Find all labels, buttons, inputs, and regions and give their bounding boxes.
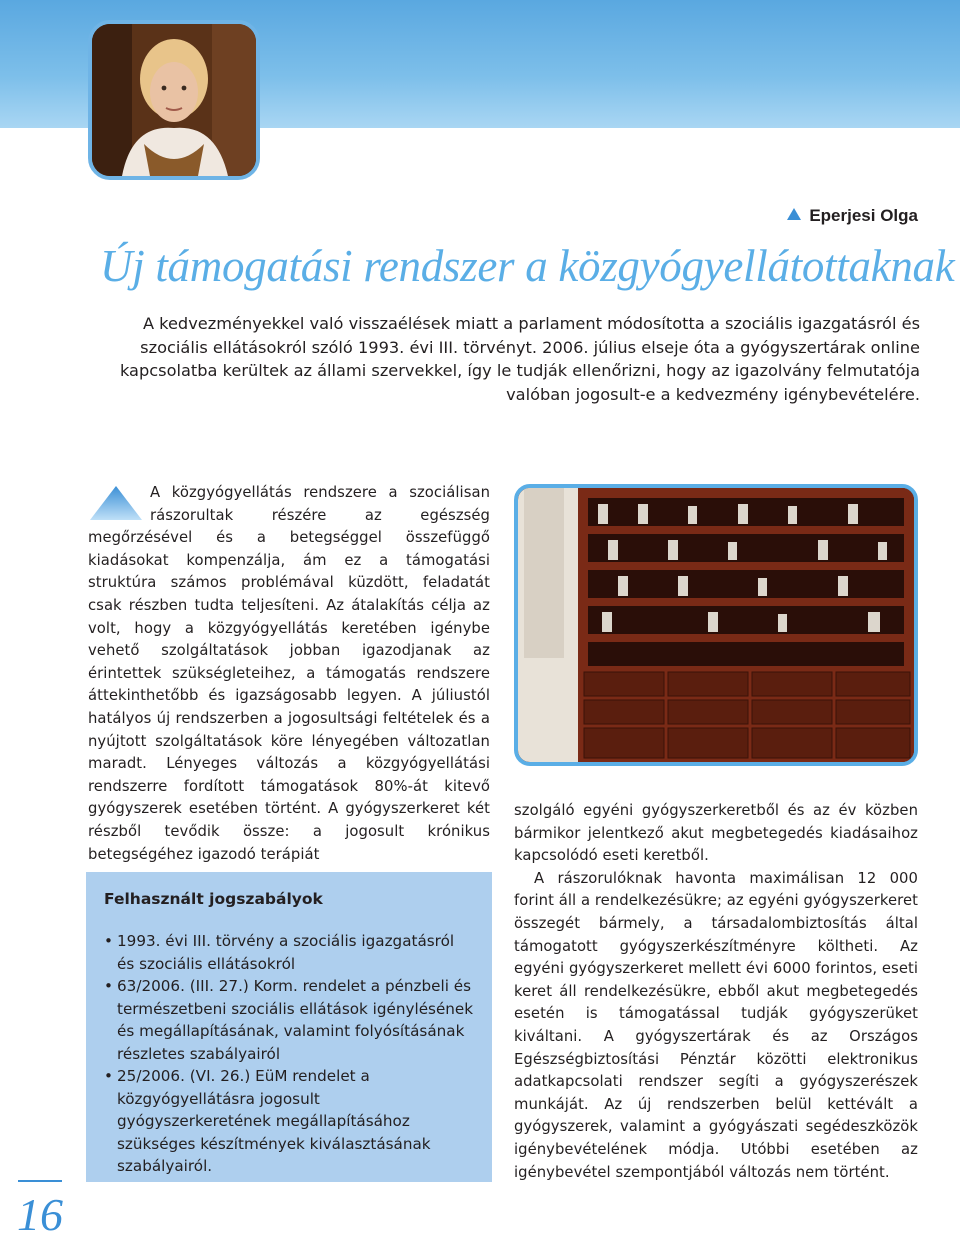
portrait-image: [92, 24, 256, 176]
body-column-left: [88, 482, 490, 866]
page-number-rule: [18, 1180, 62, 1182]
author-name: Eperjesi Olga: [809, 206, 918, 225]
pharmacy-shelves-image: [518, 488, 914, 762]
triangle-bullet-icon: [787, 208, 801, 220]
body-paragraph: A közgyógyellátás rendszere a szociálisan rászorultak részére az egészség megőrzésével és a betegséggel összefüggő kiadásokat kompenzálja, ám ez a támogatási struktúra számos problémával küzdött, feladatát csak részben tudta teljesíteni. Az átalakítás célja az volt, hogy a közgyógyellátás keretében igénybe vehető szolgáltatások jobban igazodjanak az érintettek szükségleteihez, a támogatás rendszere áttekinthetőbb és igazságosabb legyen. A júliustól hatályos új rendszerben a jogosultsági feltételek és a nyújtott szolgáltatások köre lényegében változatlan maradt. Lényeges változás a közgyógyellátási rendszerre fordított támogatások 80%-át kitevő gyógyszerek esetében történt. A gyógyszerkeret két részből tevődik össze: a jogosult krónikus betegségéhez igazodó terápiát: [88, 484, 490, 863]
page-number: 16: [17, 1189, 63, 1240]
list-item: • 25/2006. (VI. 26.) EüM rendelet a közgyógyellátásra jogosult gyógyszerkeretének megállapításához szükséges készítmények kiválasztásának szabályairól.: [104, 1065, 476, 1178]
article-lead: [92, 312, 920, 406]
lead-text: A kedvezményekkel való visszaélések miatt a parlament módosította a szociális igazgatásról és szociális ellátásokról szóló 1993. évi III. törvényt. 2006. július elseje óta a gyógyszertárak online kapcsolatba kerültek az állami szervekkel, így le tudják ellenőrizni, hogy az igazolvány felmutatója valóban jogosult-e a kedvezmény igénybevételére.: [119, 314, 920, 404]
article-title: Új támogatási rendszer a közgyógyellátottaknak: [100, 241, 955, 291]
body-column-right: [514, 800, 918, 1184]
list-item: • 1993. évi III. törvény a szociális igazgatásról és szociális ellátásokról: [104, 930, 476, 975]
author-portrait: [88, 20, 260, 180]
author-byline: [787, 206, 918, 226]
pharmacy-photo: [514, 484, 918, 766]
legislation-list: [104, 930, 476, 1178]
triangle-marker-icon: [88, 484, 144, 522]
body-paragraph: szolgáló egyéni gyógyszerkeretből és az év közben bármikor jelentkező akut megbetegedés kiadásaihoz kapcsolódó eseti keretből.: [514, 802, 918, 865]
sidebar-box: [86, 872, 492, 1182]
sidebar-title: Felhasznált jogszabályok: [104, 890, 323, 908]
body-paragraph: A rászorulóknak havonta maximálisan 12 000 forint áll a rendelkezésükre; az egyéni gyógyszerkeret összegét bármely, a társadalombiztosítás által támogatott gyógyszerkészítményre költheti. Az egyéni gyógyszerkeret mellett évi 6000 forintos, eseti keret áll rendelkezésükre, ebből akut megbetegedés esetén is támogatással tudják gyógyszerüket kiváltani. A gyógyszertárak és az Országos Egészségbiztosítási Pénztár közötti elektronikus adatkapcsolati rendszer segíti a gyógyszerészek munkáját. Az új rendszerben belül kettévált a gyógyszerek, valamint a gyógyászati segédeszközök igénybevételének módja. Utóbbi esetében az igénybevétel szempontjából változás nem történt.: [514, 869, 918, 1181]
list-item: • 63/2006. (III. 27.) Korm. rendelet a pénzbeli és természetbeni szociális ellátások igénylésének és megállapításának, valamint folyósításának részletes szabályairól: [104, 975, 476, 1065]
